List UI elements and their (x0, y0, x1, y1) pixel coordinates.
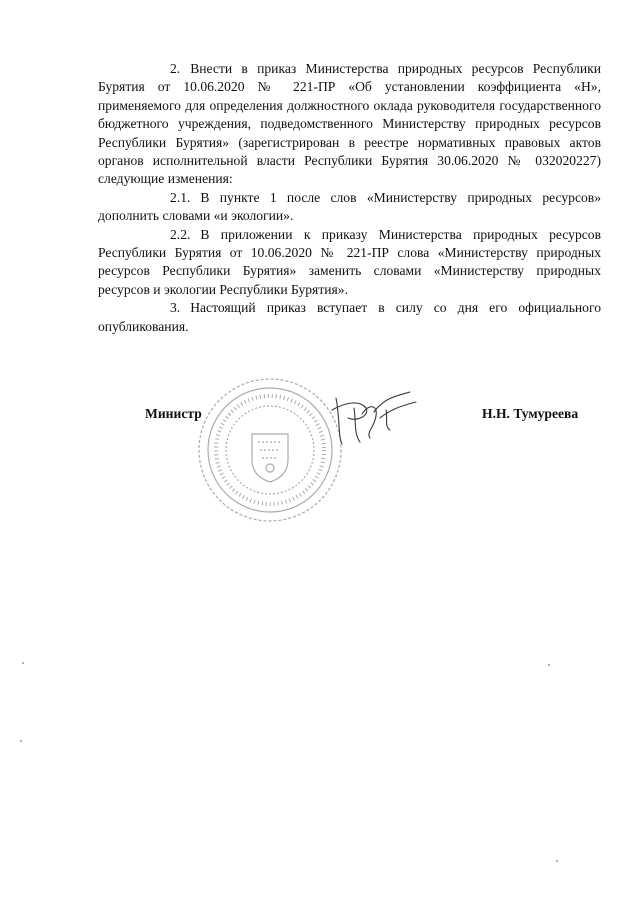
paragraph-text: В пункте 1 после слов «Министерству природных ресурсов» дополнить словами «и экологии». (98, 189, 601, 224)
seal-icon (196, 376, 344, 524)
signatory-name: Н.Н. Тумуреева (482, 406, 579, 421)
paragraph-3 (98, 299, 601, 336)
paragraph-number: 2.2. (170, 226, 191, 242)
scan-speck (20, 740, 22, 742)
signatory-title: Министр (145, 406, 202, 421)
paragraph-text: Внести в приказ Министерства природных ресурсов Республики Бурятия от 10.06.2020 № 221-ПР «Об установлении коэффициента «Н», применяемого для определения должностного оклада руководителя государственного бюджетного учреждения, подведомственного Министерству природных ресурсов Республики Бурятия» (зарегистрирован в реестре нормативных правовых актов органов исполнительной власти Республики Бурятия 30.06.2020 № 032020227) следующие изменения: (98, 61, 601, 187)
paragraph-number: 2. (170, 61, 181, 76)
scan-speck (556, 860, 558, 862)
paragraph-number: 2.1. (170, 189, 191, 205)
paragraph-2-1 (98, 189, 601, 226)
scan-speck (22, 662, 24, 664)
signature-block (0, 398, 639, 538)
paragraph-number: 3. (170, 300, 181, 316)
signature-icon (326, 388, 422, 448)
paragraph-2 (98, 60, 601, 189)
document-body (98, 60, 601, 336)
paragraph-2-2 (98, 226, 601, 300)
paragraph-text: В приложении к приказу Министерства природных ресурсов Республики Бурятия от 10.06.2020 № 221-ПР слова «Министерству природных ресурсов Республики Бурятия» заменить словами «Министерству природных ресурсов и экологии Республики Бурятия». (98, 226, 601, 297)
paragraph-text: Настоящий приказ вступает в силу со дня его официального опубликования. (98, 300, 601, 334)
scan-speck (548, 664, 550, 666)
